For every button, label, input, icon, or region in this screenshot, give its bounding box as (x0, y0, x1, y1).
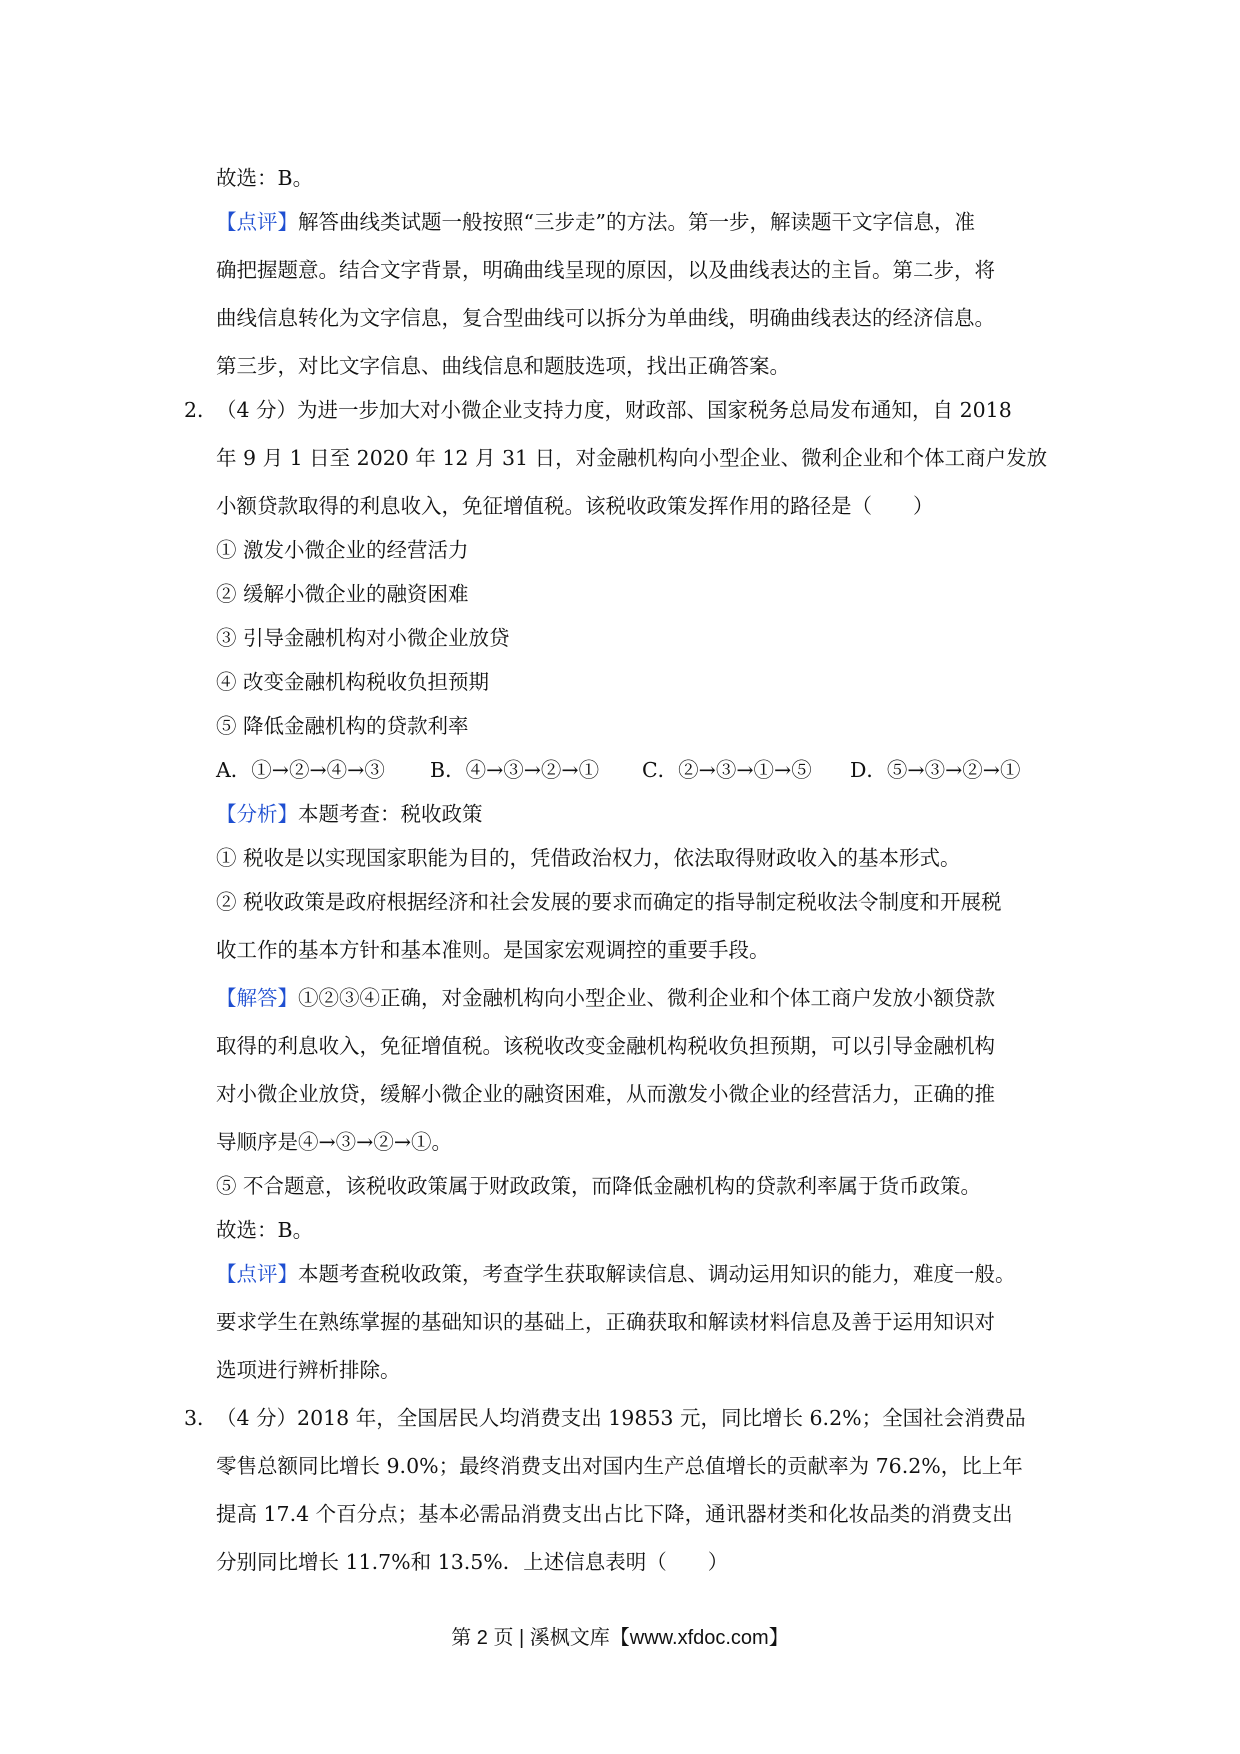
question-2-item: ③ 引导金融机构对小微企业放贷 (216, 626, 510, 650)
analysis-point-1: ① 税收是以实现国家职能为目的，凭借政治权力，依法取得财政收入的基本形式。 (216, 846, 961, 870)
question-2-item: ② 缓解小微企业的融资困难 (216, 582, 469, 606)
option-c: C．②→③→①→⑤ (642, 758, 812, 782)
answer-line-5: ⑤ 不合题意，该税收政策属于财政政策，而降低金融机构的贷款利率属于货币政策。 (216, 1174, 982, 1198)
question-2-item: ⑤ 降低金融机构的贷款利率 (216, 714, 469, 738)
page-footer: 第 2 页 | 溪枫文库【www.xfdoc.com】 (451, 1627, 789, 1649)
answer-line-4: 导顺序是④→③→②→①。 (216, 1130, 453, 1154)
question-3-line-2: 零售总额同比增长 9.0%；最终消费支出对国内生产总值增长的贡献率为 76.2%，比上年 (216, 1454, 1023, 1478)
option-d: D．⑤→③→②→① (850, 758, 1021, 782)
question-2-line-3: 小额贷款取得的利息收入，免征增值税。该税收政策发挥作用的路径是（ ） (216, 494, 934, 518)
comment-text: 解答曲线类试题一般按照“三步走”的方法。第一步，解读题干文字信息，准 (298, 210, 975, 234)
comment-tag: 【点评】 (216, 210, 298, 234)
comment-line-3: 曲线信息转化为文字信息，复合型曲线可以拆分为单曲线，明确曲线表达的经济信息。 (216, 306, 995, 330)
question-2-item: ① 激发小微企业的经营活力 (216, 538, 469, 562)
comment-line-2: 确把握题意。结合文字背景，明确曲线呈现的原因，以及曲线表达的主旨。第二步，将 (216, 258, 995, 282)
option-b: B．④→③→②→① (430, 758, 600, 782)
question-2-options (216, 755, 1020, 785)
option-a: A．①→②→④→③ (216, 758, 385, 782)
question-2-item: ④ 改变金融机构税收负担预期 (216, 670, 490, 694)
question-2-line-1: （4 分）为进一步加大对小微企业支持力度，财政部、国家税务总局发布通知，自 2018 (216, 398, 1012, 422)
comment-tag: 【点评】 (216, 1262, 298, 1286)
question-3-line-3: 提高 17.4 个百分点；基本必需品消费支出占比下降，通讯器材类和化妆品类的消费支出 (216, 1502, 1013, 1526)
answer-text: ①②③④正确，对金融机构向小型企业、微利企业和个体工商户发放小额贷款 (298, 986, 995, 1010)
analysis-tag: 【分析】 (216, 802, 298, 826)
answer-tag: 【解答】 (216, 986, 298, 1010)
verdict-line: 故选：B。 (216, 166, 314, 190)
question-3-number: 3． (184, 1406, 218, 1430)
question-3-line-4: 分别同比增长 11.7%和 13.5%．上述信息表明（ ） (216, 1550, 729, 1574)
comment-text: 本题考查税收政策，考查学生获取解读信息、调动运用知识的能力，难度一般。 (298, 1262, 1016, 1286)
question-2-number: 2． (184, 398, 218, 422)
answer-line-3: 对小微企业放贷，缓解小微企业的融资困难，从而激发小微企业的经营活力，正确的推 (216, 1082, 995, 1106)
analysis-head: 本题考查：税收政策 (298, 802, 483, 826)
question-3-line-1: （4 分）2018 年，全国居民人均消费支出 19853 元，同比增长 6.2%；全国社会消费品 (216, 1406, 1026, 1430)
analysis-point-2: ② 税收政策是政府根据经济和社会发展的要求而确定的指导制定税收法令制度和开展税 (216, 890, 1002, 914)
analysis-point-2-cont: 收工作的基本方针和基本准则。是国家宏观调控的重要手段。 (216, 938, 770, 962)
analysis-line (216, 799, 483, 829)
question-2-line-2: 年 9 月 1 日至 2020 年 12 月 31 日，对金融机构向小型企业、微利企业和个体工商户发放 (216, 446, 1048, 470)
answer-line-1 (216, 983, 995, 1013)
verdict-line: 故选：B。 (216, 1218, 314, 1242)
comment-line-1 (216, 1259, 1016, 1289)
comment-line-3: 选项进行辨析排除。 (216, 1358, 401, 1382)
comment-line-2: 要求学生在熟练掌握的基础知识的基础上，正确获取和解读材料信息及善于运用知识对 (216, 1310, 995, 1334)
comment-line-4: 第三步，对比文字信息、曲线信息和题肢选项，找出正确答案。 (216, 354, 790, 378)
comment-line-1 (216, 207, 975, 237)
answer-line-2: 取得的利息收入，免征增值税。该税收改变金融机构税收负担预期，可以引导金融机构 (216, 1034, 995, 1058)
